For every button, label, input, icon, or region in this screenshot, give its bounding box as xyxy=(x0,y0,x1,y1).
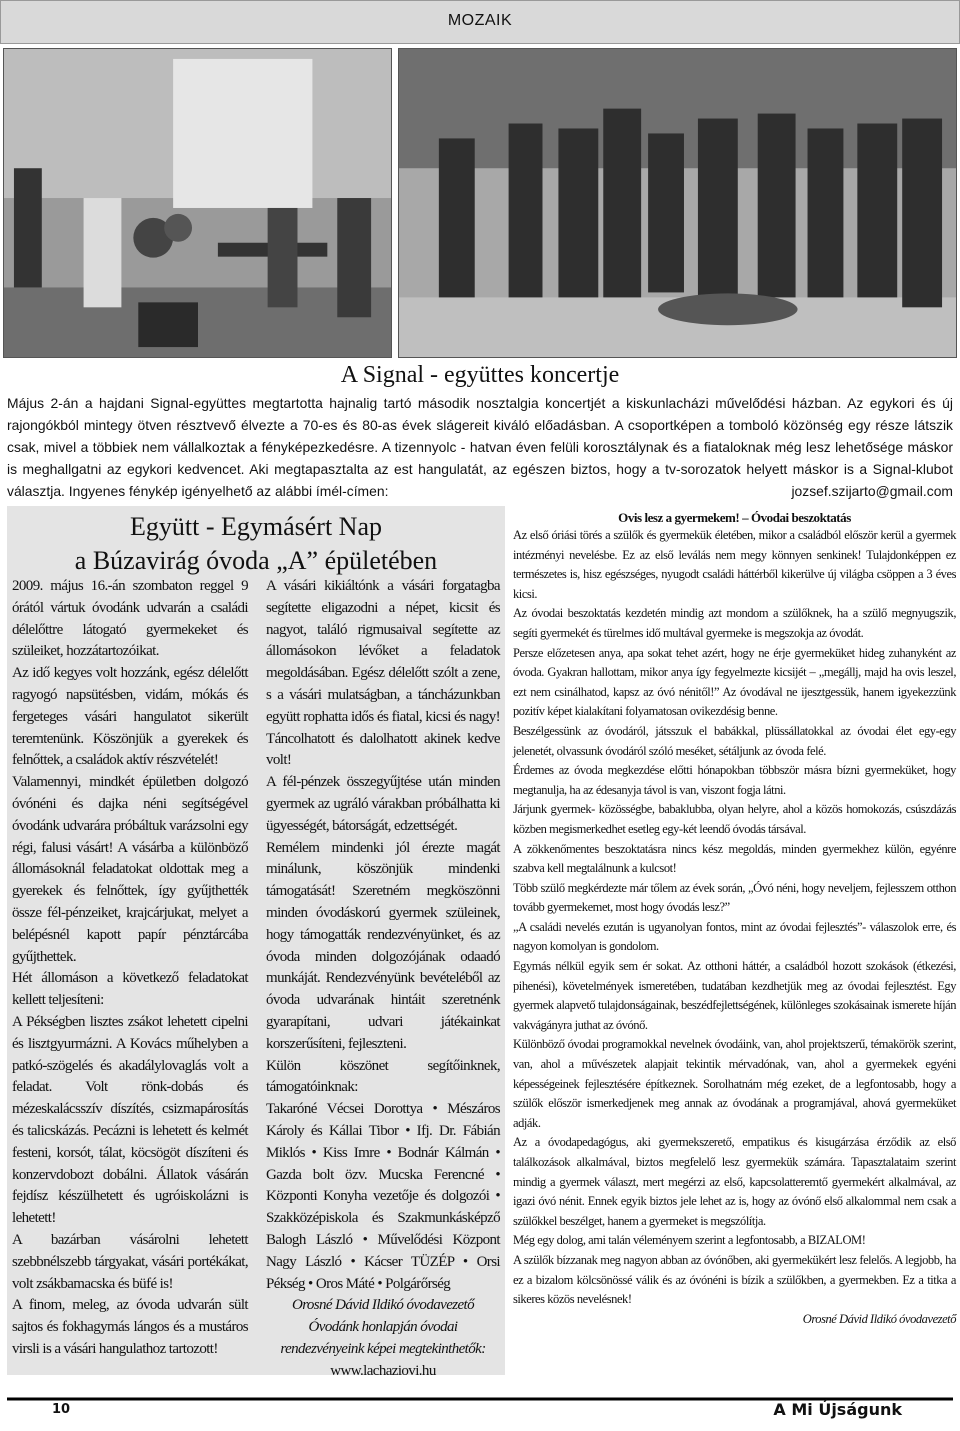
paragraph: Több szülő megkérdezte már tőlem az évek során, „Óvó néni, hogy neveljem, fejlesszem otthon tovább gyermekemet, most hogy óvodás lesz?” xyxy=(513,880,956,915)
photos-note: Óvodánk honlapján óvodai rendezvényeink képei megtekinthetők: xyxy=(280,1319,486,1357)
event-signature: Orosné Dávid Ildikó óvodavezető xyxy=(291,1297,475,1314)
paragraph: Persze előzetesen anya, apa sokat tehet azért, hogy ne érje gyermeküket hideg zuhanyként az óvoda. Gyakran hallottam, mikor anya így fegyelmezte kicsijét – „megállj, majd ha ovis leszel, ezt nem csinálhatod, kapsz az óvó nénitől!” Az óvodával ne ijesztgessük, hanem igyekezzünk pozitív képet kialakítani folyamatosan ovikezdésig benne. xyxy=(513,645,956,719)
paragraph: A fél-pénzek összegyűjtése után minden gyermek az ugráló várakban próbálhatta ki ügyességét, bátorságát, edzettségét. xyxy=(266,774,500,834)
paragraph: Érdemes az óvoda megkezdése előtti hónapokban többször másra bízni gyermeküket, hogy megtanulja, ha az édesanyja távol is van, viszont fogja látni. xyxy=(513,763,956,797)
paragraph: A szülők bízzanak meg nagyon abban az óvónőben, aki gyermekükért lesz felelős. A legjobb, ha ez a bizalom kölcsönössé válik és az óvónéni is bízik a szülőkben, a gyermekben. Ez a titka a sikeres közös nevelésnek! xyxy=(513,1252,956,1307)
paragraph: Járjunk gyermek- közösségbe, babaklubba, olyan helyre, ahol a közös homokozás, csúszdázás közben megismerkedhet esetleg egy-két leendő óvodás társával. xyxy=(513,802,956,836)
paragraph: Egymás nélkül egyik sem ér sokat. Az otthoni háttér, a családból hozott szokások (étkezési, pihenési), követelmények ismeretében, tudatában kezdhetjük meg az óvodai fejlesztést. Egy gyermek alapvető tulajdonságainak, beszédfejlettségének, különleges szokásainak ismerete híján vakvágányra juthat az óvónő. xyxy=(513,959,956,1032)
sponsor-list: Takaróné Vécsei Dorottya • Mészáros Károly és Kállai Tibor • Ifj. Dr. Fábián Miklós • Kiss Imre • Bodnár Kálmán • Gazda bolt özv. Mucska Ferencné • Központi Konyha vezetője és dolgozói • Szakközépiskola és Szakmunkásképző Balogh László • Művelődési Központ Nagy László • Kácser TÜZÉP • Orsi Pékség • Oros Máté • Polgárőrség xyxy=(266,1101,500,1292)
paragraph: Külön köszönet segítőinknek, támogatóinknak: xyxy=(266,1057,500,1096)
section-header xyxy=(0,0,960,44)
group-photo xyxy=(398,48,957,358)
event-column-left xyxy=(12,576,248,1361)
band-photo xyxy=(3,48,392,358)
contact-email[interactable]: jozsef.szijarto@gmail.com xyxy=(791,483,953,499)
article-title: A Signal - együttes koncertje xyxy=(340,362,620,388)
paragraph: Az óvodai beszoktatás kezdetén mindig azt mondom a szülőknek, ha a szülő megnyugszik, segíti gyermekét és türelmes idő multával gyermeke is megszokja az óvodát. xyxy=(513,606,956,640)
paragraph: Az idő kegyes volt hozzánk, egész délelőtt ragyogó napsütésben, vidám, mókás és fergeteges vásári hangulatot sikerült teremtenünk. Köszönjük a gyerekek és felnőttek, a családok aktív részvételét! xyxy=(12,665,248,769)
page-number: 10 xyxy=(52,1402,71,1417)
paragraph: Még egy dolog, ami talán véleményem szerint a legfontosabb, a BIZALOM! xyxy=(513,1233,866,1248)
event-title-line1: Együtt - Egymásért Nap xyxy=(130,512,382,541)
section-title: MOZAIK xyxy=(447,12,513,29)
paragraph: Az a óvodapedagógus, aki gyermekszerető, empatikus és kisugárzása érződik az első találkozások alkalmával, biztos megfelelő lesz gyermekük számára. Tapasztalataim szerint mindig a gyermek választ, mert megérzi az első, kapcsolatteremtő gyermekért alkalmával, az igazi óvó nénit. Ennek egyik biztos jele lehet az is, hogy az óvónő első alkalommal nem csak a szülőkkel beszélget, hanem a gyermeket is megszólítja. xyxy=(513,1135,956,1228)
event-column-right xyxy=(266,576,500,1382)
paragraph: A vásári kikiáltónk a vásári forgatagba segítette eligazodni a népet, kicsit és nagyot, találó rigmusaival segítette az állomásokon lévőket a feladatok megoldásában. Egész délelőtt szólt a zene, s a vásári mulatságban, a táncházunkban együtt rophatta idős és fiatal, kicsi és nagy! Táncolhatott és dalolhatott akinek kedve volt! xyxy=(266,578,500,769)
paragraph: 2009. május 16.-án szombaton reggel 9 órától vártuk óvodánk udvarán a családi délelőttre látogató gyermekeket és szüleiket, hozzátartozóikat. xyxy=(12,578,248,660)
paragraph: A finom, meleg, az óvoda udvarán sült sajtos és fokhagymás lángos és a mustáros virsli is a vásári hangulathoz tartozott! xyxy=(12,1297,248,1357)
event-article-title xyxy=(7,510,505,578)
paragraph: Valamennyi, mindkét épületben dolgozó óvónéni és dajka néni segítségével óvodánk udvarára próbáltuk varázsolni egy régi, falusi vásárt! A vásárba a különböző állomásoknál feladatokat oldottak meg a gyerekek és felnőttek, így gyűjthették össze fél-pénzeiket, krajcárjukat, melyet a belépésnél kapott papír pénztárcába gyűjthettek. xyxy=(12,774,248,965)
paragraph: Hét állomáson a következő feladatokat kellett teljesíteni: xyxy=(12,970,248,1009)
paragraph: Különböző óvodai programokkal nevelnek óvodáink, van, ahol projektszerű, témakörök szerint, van, ahol a művészetek alapjait tekintik mérvadónak, van, ahol a gyermekek egyéni képességeinek fejlesztésére építkeznek. Sorolhatnám még ezeket, de a legfontosabb, hogy a szülők először ismerkedjenek meg annak az óvodának a programjával, ahová gyermeküket adják. xyxy=(513,1037,956,1130)
website-link[interactable]: www.lachaziovi.hu xyxy=(330,1362,436,1379)
paragraph: Beszélgessünk az óvodáról, játsszuk el babákkal, plüssállatokkal az óvodai élet egy-egy jelenetét, olvassunk óvodáról szóló meséket, sétáljunk az óvoda felé. xyxy=(513,723,956,758)
paragraph: A zökkenőmentes beszoktatásra nincs kész megoldás, minden gyermekhez külön, egyénre szabva kell megtalálnunk a kulcsot! xyxy=(513,841,956,876)
paragraph: A bazárban vásárolni lehetett szebbnélszebb tárgyakat, vásári portékákat, volt zsákbamacska és büfé is! xyxy=(12,1231,248,1292)
kindergarten-sidebar xyxy=(513,510,956,1329)
sidebar-signature: Orosné Dávid Ildikó óvodavezető xyxy=(802,1311,956,1326)
sidebar-title: Ovis lesz a gyermekem! – Óvodai beszoktatás xyxy=(618,510,851,525)
paragraph: „A családi nevelés ezután is ugyanolyan fontos, mint az óvodai fejlesztés”- válaszolok erre, és nagyon komolyan is gondolom. xyxy=(513,919,956,954)
magazine-name: A Mi Újságunk xyxy=(773,1400,902,1419)
article-intro xyxy=(7,392,953,502)
paragraph: A Pékségben lisztes zsákot lehetett cipelni és lisztgyurmázni. A Kovács műhelyben a patkó-szögelés és akadálylovaglás volt a feladat. Volt rönk-dobás és mézeskalácsszív díszítés, csizmapárosítás és talicskázás. Pecázni is lehetett és kelmét festeni, korsót, tálat, köcsögöt díszíteni és konzervdobozt dobálni. Állatok vásárán fejdísz készülhetett és ugróiskolázni is lehetett! xyxy=(12,1013,248,1227)
intro-text: Május 2-án a hajdani Signal-együttes megtartotta hajnalig tartó második nosztalgia koncertjét a kiskunlacházi művelődési házban. Az egykori és új rajongókból mintegy ötven résztvevő élvezte a 70-es és 80-as évek slágereit kiváló előadásban. A csoportképen a tomboló közönség egy része látszik csak, mivel a többiek nem vállalkoztak a fényképezkedésre. A tizennyolc - hatvan éven felüli korosztálynak és a fiataloknak még lesz lehetősége máskor is meghallgatni az egykori kedvencet. Aki megtapasztalta az est hangulatát, az egészen biztos, hogy a tv-sorozatok helyett máskor is a Signal-klubot választja. Ingyenes fénykép igényelhető az alábbi ímél-címen: xyxy=(7,395,953,499)
paragraph: Az első óriási törés a szülők és gyermekük életében, mikor a családból először kerül a gyermek intézményi nevelésbe. Ez az első leválás nem megy könnyen senkinek! Tulajdonképpen ez természetes is, hisz egészséges, nyugodt családi háttérből kikerülve új világba csöppen a 3 éves kicsi. xyxy=(513,528,956,601)
event-title-line2: a Búzavirág óvoda „A” épületében xyxy=(74,546,438,575)
paragraph: Remélem mindenki jól érezte magát minálunk, köszönjük mindenki támogatását! Szeretném megköszönni minden óvodáskorú gyermek szüleinek, hogy támogatták rendezvényünket, és az óvoda minden dolgozójának odaadó munkáját. Rendezvényünk bevételéből az óvoda udvarának hintáit szeretnénk gyarapítani, udvari játékainkat korszerűsíteni, fejleszteni. xyxy=(266,839,500,1052)
